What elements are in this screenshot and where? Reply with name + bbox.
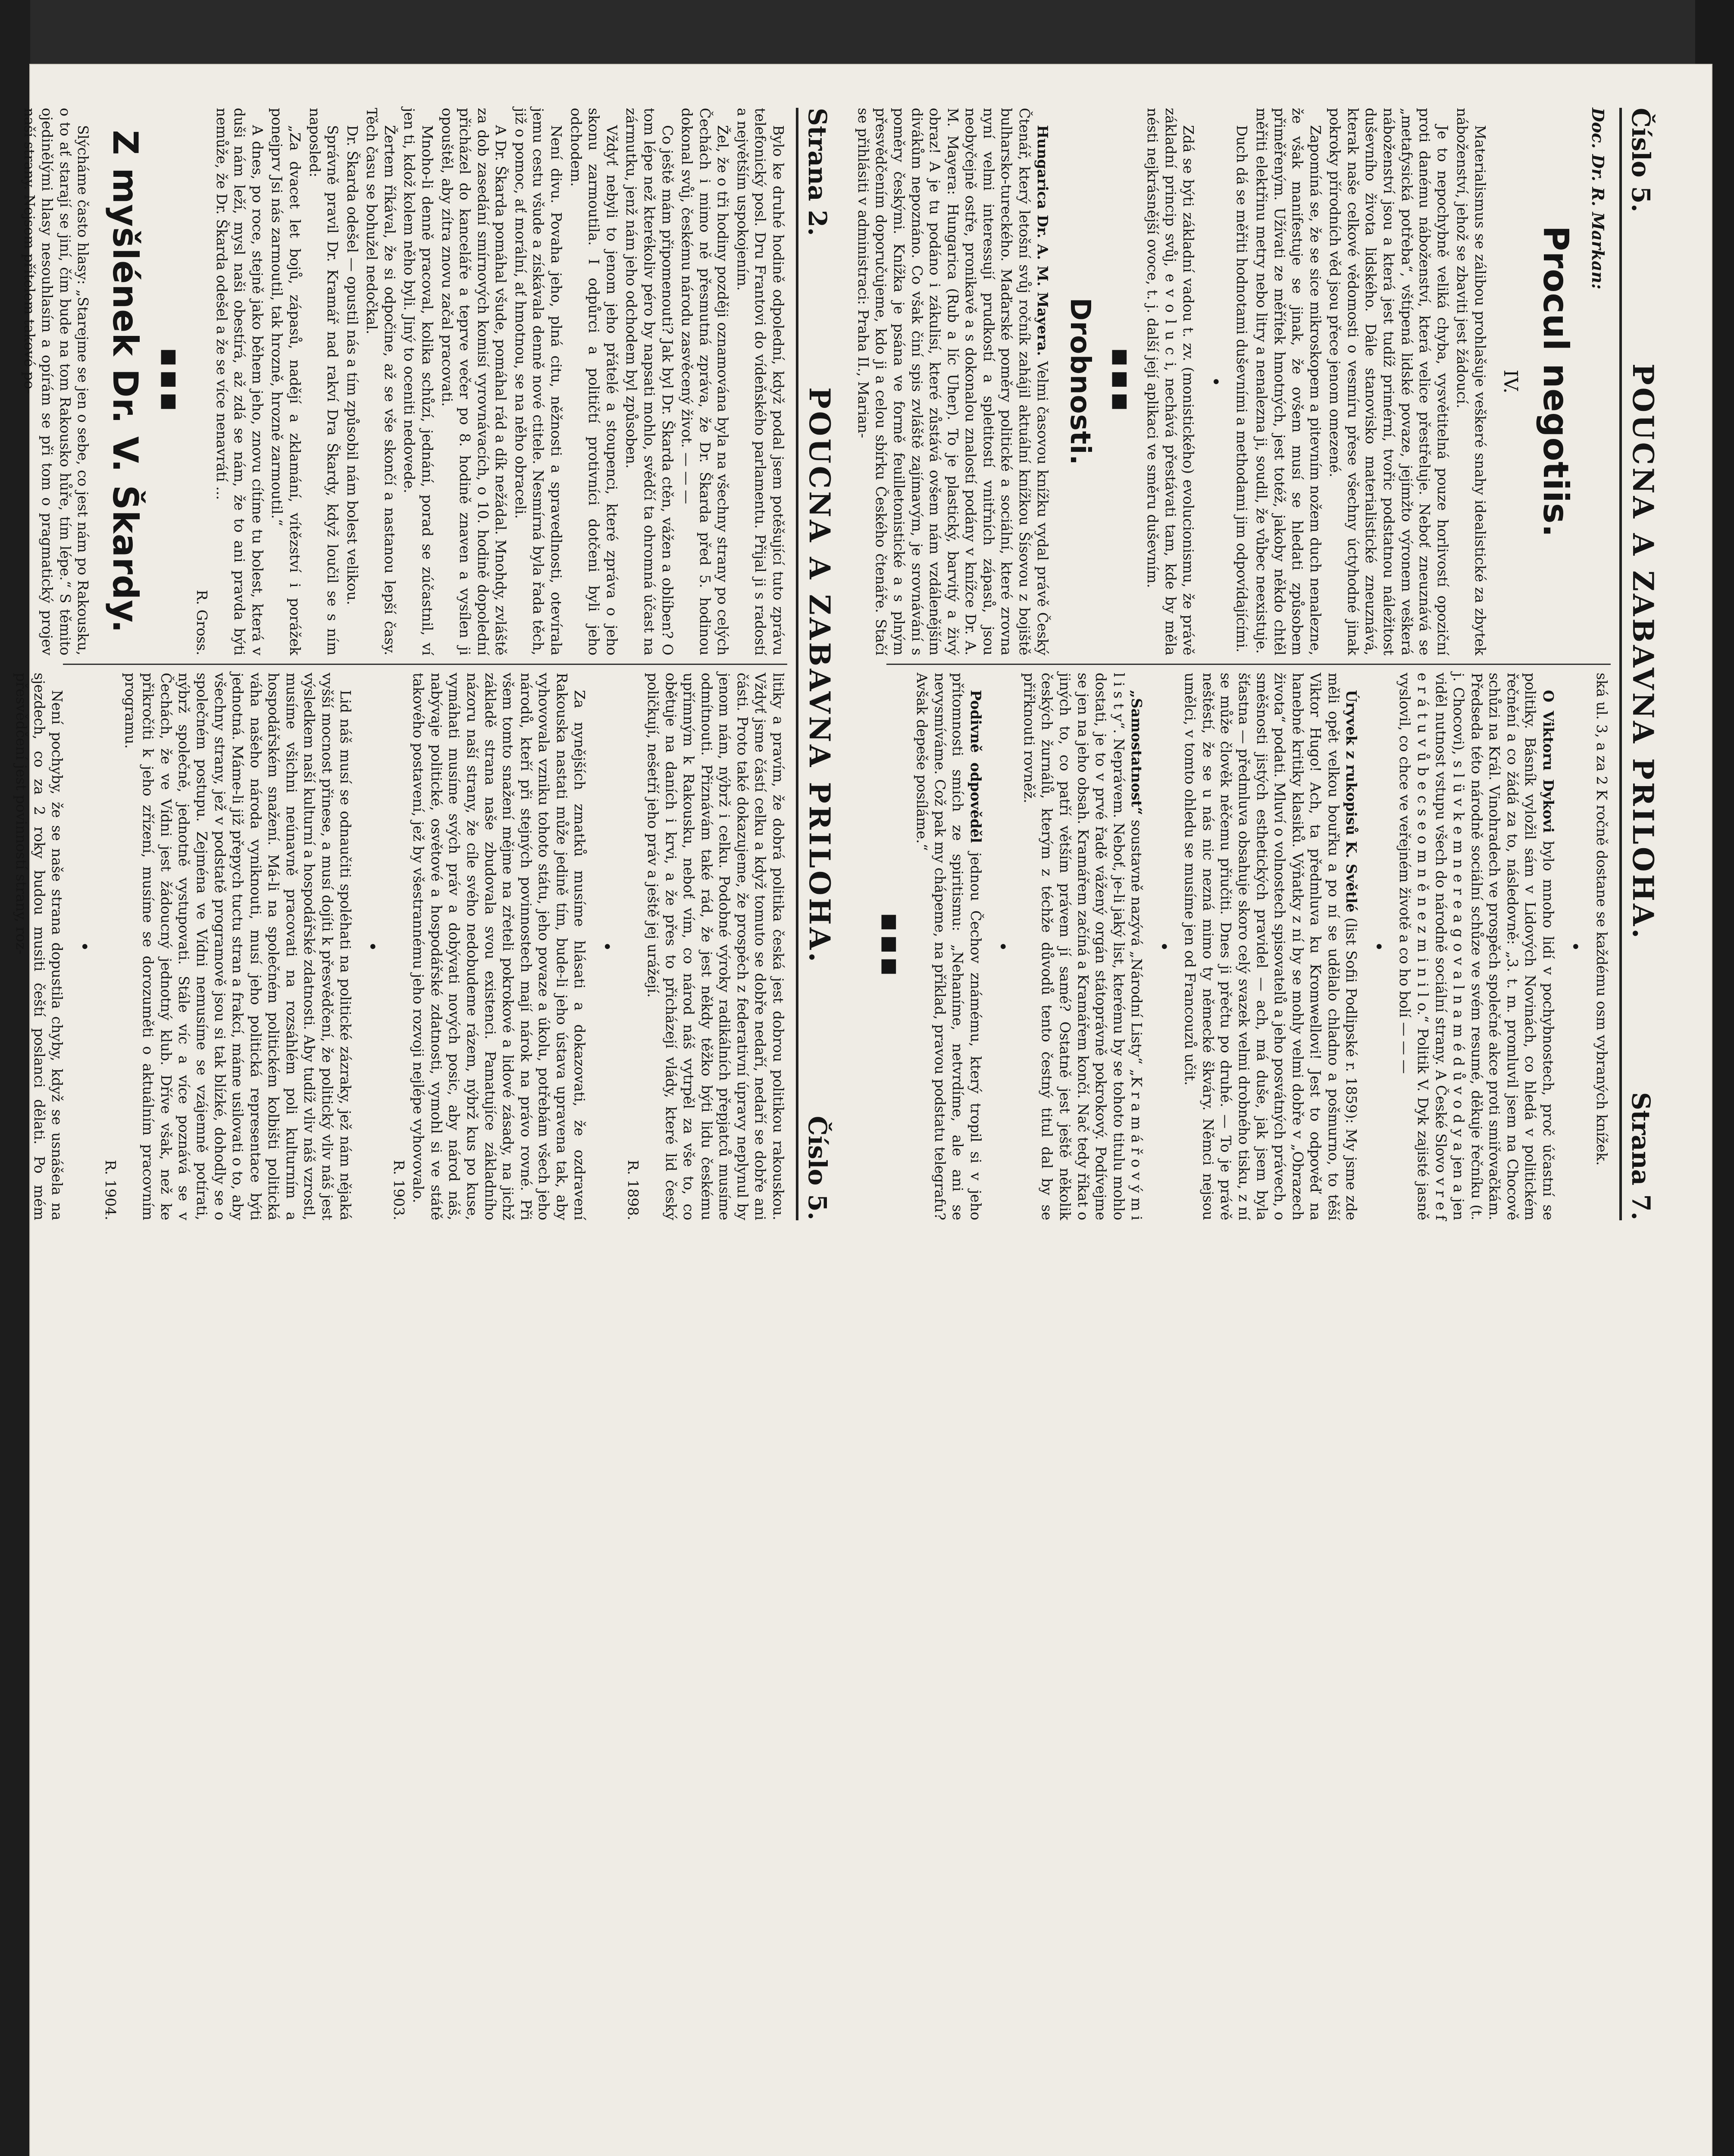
news-item-lead: O Viktoru Dykovi — [1540, 690, 1557, 833]
section-divider-ornament: ■■■ — [1109, 348, 1132, 415]
section-title: Z myšlének Dr. V. Škardy. — [105, 130, 146, 633]
author-signature: R. Gross. — [194, 589, 211, 655]
separator-dot: • — [1205, 376, 1225, 387]
page-strana-7 — [854, 86, 1681, 1242]
news-item-lead: Úryvek z rukopisů K. Světlé — [1343, 690, 1360, 913]
paragraph: A dnes, po roce, stejně jako během jeho, znovu cítíme tu bolest, která v duši nám leží, mysl naši obestírá, až zdá se nám, že to ani pravda býti nemůže, že Dr. Škarda odešel a že se více nenavrátí ... — [213, 108, 266, 655]
column-2 — [879, 673, 1611, 1220]
paragraph: Není pochyby, že se naše strana dopustila chyby, když se usnášela na sjezdech, co za 2 roky budou musiti čeští poslanci dělati. Po mém přesvědčení jest povinností strany, roz- — [13, 673, 66, 1220]
paragraph: A Dr. Škarda pomáhal všude, pomáhal rád a dík nežádal. Mnohdy, zvláště za dob zasedání smírnových komisí vyrovnávacích, o 10. hodině dopolední přicházel do kanceláře a teprve večer po 8. hodině znaven a vysílen ji opouštěl, aby zítra znovu začal pracovati. — [438, 108, 510, 655]
article-title: Procul negotiis. — [1536, 226, 1576, 538]
issue-number: Číslo 5. — [803, 1116, 832, 1220]
paragraph: Duch dá se měřiti hodnotami duševními a methodami jim odpovídajícími. — [1233, 125, 1251, 653]
section-title: Drobnosti. — [1064, 298, 1096, 466]
paragraph: Za nynějších zmatků musíme hlásati a dokazovati, že ozdravení Rakouska nastati může jedině tím, bude-li jeho ústava upravena tak, aby vyhovovala vzniku tohoto státu, jeho povaze a úkolu, potřebám všech jeho národů, kteří při stejných povinnostech mají nárok na právo rovné. Při všem tomto snažení mějme na zřeteli pokrokové a lidové zásady, na jichž základě strana naše zbudovala svou existenci. Pamatujíce základního názoru naší strany, že cíle svého nedobudeme rázem, nýbrž kus po kuse, vymáhati musíme svých práv a dobývati nových posic, aby národ náš, nabývaje politické, osvětové a hospodářské zdatnosti, vymohl si ve státě takového postavení, jež by všestrannému jeho rozvoji nejlépe vyhovovalo. — [410, 673, 588, 1220]
paragraph: Mnoho-li denně pracoval, kolika schůzí, jednání, porad se zúčastnil, ví jen ti, kdož kolem něho byli. Jiný to oceniti nedovede. — [401, 108, 436, 655]
news-item — [1396, 673, 1557, 1220]
paragraph: Zapomíná se, že se sice mikroskopem a pitevním nožem duch nenalezne, že však manifestuje se jinak, že ovšem musí se hledati způsobem přiměřeným. Užívati ze měřítek hmotných, jest totéž, jakoby někdo chtěl měřiti elektřinu metry nebo litry a nenalezna ji, soudil, že vůbec neexistuje. — [1253, 108, 1324, 655]
news-item-text: (list Sofii Podlipské r. 1859): My jsme zde měli opět velkou bouřku a po ní se udělalo chladno a pošmurno, to těší Viktor Hugo! Ach, ta předmluva ku Kromwellovi! Jest to odpověď na hanebné kritiky klasiků. Výňatky z ní by se mohly velmi dobře v „Obrazech života“ podati. Mluví o volnostech spisovatelů a jeho posvátných právech, o směšnosti jistých esthetických pravidel — ach, má duše, jak jsem byla šťastna — předmluva obsahuje skoro celý svazek velmi drobného tisku, z ní se může člověk něčemu přiučiti. Dnes ji přečtu po druhé. — To je právě neštěstí, že se u nás nic nezná mimo ty německé škváry. Němci nejsou umělci, v tomto ohledu se musíme jen od Francouzů učit. — [1182, 673, 1360, 1220]
paragraph: Vždyť nebyli to jenom jeho přátelé a stoupenci, které zpráva o jeho skonu zarmoutila. I odpůrci a političtí protivníci dotčeni byli jeho odchodem. — [567, 108, 620, 655]
quote: „Za dvacet let bojů, zápasů, nadějí a zklamání, vítězství i porážek ponejprv Jsi nás zarmoutil, tak hrozně, hrozně zarmoutil.“ — [269, 108, 304, 655]
news-item-text: soustavně nazývá „Národní Listy“ „K r a m á ř o v ý m i l i s t y“. Neprávem. Neboť, je-li jaký list, kterému by se tohoto titulu mohlo dostati, je to v prvé řadě vážený orgán státoprávně pokrokový. Podívejme se jen na jeho obsah. Kramářem začíná a Kramářem končí. Nač tedy říkat o jiných to, co patří větším právem jí samé? Ostatně jest ještě několik českých žurnálů, kterým z téchže důvodů tento čestný titul dal by se přiřknouti rovněž. — [1020, 673, 1146, 1220]
separator-dot: • — [74, 941, 94, 952]
paragraph: Lid náš musí se odnaučiti spoléhati na politické zázraky, jež nám nějaká vyšší mocnost přinese, a musí dojíti k přesvědčení, že politický vliv náš jest výsledkem naší kulturní a hospodářské zdatnosti. Aby tudíž vliv náš vzrostl, musíme všichni neúnavně pracovati na rozsáhlém poli kulturním a hospodářském snažení. Má-li na společném politickém kolbišti politická váha našeho národa vyniknouti, musí jeho politická representace býti jednotná. Máme-li již přepych tuctu stran a frakcí, máme usilovati o to, aby všechny strany, jež v podstatě programově jsou si tak blízké, dohodly se o společném postupu. Zejména ve Vídni nemusíme se vzájemně potírati, nýbrž společně, jednotně vystupovati. Stále víc a více poznává se v Čechách, že ve Vídni jest žádoucný jednotný klub. Dříve však, než ke přikročíti k jeho zřízení, musíme se dorozuměti o aktuálním pracovním programu. — [122, 673, 354, 1220]
page-header — [1619, 108, 1660, 1220]
issue-number: Číslo 5. — [1626, 108, 1656, 213]
separator-dot: • — [596, 941, 617, 952]
separator-dot: • — [362, 941, 382, 952]
page-header — [796, 108, 836, 1220]
column-1 — [21, 108, 787, 655]
page-number: Strana 7. — [1626, 1092, 1656, 1220]
news-item-lead: Hungarica Dr. A. M. Mayera. — [1034, 125, 1051, 356]
page-number: Strana 2. — [803, 108, 832, 236]
paragraph: Dr. Škarda odešel — opustil nás a tím způsobil nám bolest velikou. — [344, 125, 361, 605]
news-item — [1181, 673, 1361, 1220]
article-author: Doc. Dr. R. Markan: — [1588, 108, 1608, 290]
news-item-lead: Podivně odpověděl — [967, 690, 984, 843]
paragraph: Správně pravil Dr. Kramář nad rakví Dra Škardy, když loučil se s ním naposled: — [306, 108, 341, 655]
paragraph: Bylo ke druhé hodině odpolední, když podal jsem potěšující tuto zprávu telefonický posl. Dru Frantovi do vídeňského parlamentu. Přijal ji s radostí a největším uspokojením. — [734, 108, 787, 655]
year-signature: R. 1898. — [625, 1159, 642, 1220]
supplement-title: POUCNA A ZABAVNA PRILOHA. — [1626, 364, 1660, 941]
paragraph: Co ještě mám připomenouti? Jak byl Dr. Škarda ctěn, vážen a oblíben? O tom lépe než kterékoliv péro by napsati mohlo, svědčí ta ohromná účast na zármutku, jenž nám jeho odchodem byl způsoben. — [623, 108, 676, 655]
paragraph: Žel, že o tři hodiny později oznamována byla na všechny strany po celých Čechách i mimo ně přesmutná zpráva, že Dr. Škarda před 5. hodinou dokonal svůj, českému národu zasvěcený život. — — — — [679, 108, 732, 655]
news-item — [913, 673, 985, 1220]
scan-border-top — [0, 0, 1734, 65]
news-item — [1020, 673, 1146, 1220]
section-divider-ornament: ■■■ — [159, 348, 181, 415]
separator-dot: • — [992, 941, 1013, 952]
paragraph: Materialismus se zálibou prohlašuje veškeré snahy idealistické za zbytek náboženství, jehož se zbaviti jest žádoucí. — [1454, 108, 1489, 655]
news-item-text: bylo mnoho lidí v pochybnostech, proč účastní se politiky. Básník vyložil sám v Lidových Novinách, co hledá v politickém řečnění a co žádá za to, následovně: „3. t. m. promluvil jsem na Chocově schůzi na Král. Vinohradech ve prospěch společné akce proti smiřovačkám. Předseda této národně sociální schůze ve svém resumé, děkuje řečníku (t. j. Chocovi), s l ü v k e m n e r e a g o v a l n a m é d ů v o d y a jen a jen viděl nutnost vstupu všech do národně sociální strany. A České Slovo v r e f e r á t u v ů b e c s e o m n ě n e z m i n i l o.“ Politik V. Dyk zajisté jasně vyslovil, co chce ve veřejném životě a co ho bolí — — — — [1396, 673, 1557, 1220]
year-signature: R. 1904. — [102, 1159, 119, 1220]
separator-dot: • — [1368, 941, 1388, 952]
column-1 — [854, 108, 1611, 655]
article-part-number: IV. — [1499, 370, 1522, 394]
paragraph: litiky a pravím, že dobrá politika česká jest dobrou politikou rakouskou. Vždyť jsme částí celku a když tomuto se dobře nedaří, nedaří se dobře ani části. Proto také dokazujeme, že prospěch z federativní úpravy neplynul by jenom nám, nýbrž i celku. Podobné výroky radikálních přepjatců musíme odmítnouti. Přiznávám také rád, že jest někdy těžko býti lidu českému upřímným k Rakousku, neboť vím, co národ náš vytrpěl za vše to, co obětuje na daních i krvi, a že přes to přicházejí vlády, které lid český poličkují, nešetří jeho práv a ještě jej urážejí. — [644, 673, 787, 1220]
paragraph: Zdá se býti základní vadou t. zv. (monistického) evolucionismu, že právě základní princip svůj, e v o l u c i, nechává přestávati tam, kde by měla nésti nejkrásnější ovoce, t. j. další její aplikaci ve směru duševním. — [1144, 108, 1197, 655]
paragraph: ská ul. 3, a za 2 K ročně dostane se každému osm vybraných knížek. — [1593, 673, 1610, 1166]
separator-dot: • — [1153, 941, 1174, 952]
supplement-title: POUCNA A ZABAVNA PRILOHA. — [803, 387, 836, 965]
paragraph: Slýcháme často hlasy: „Starejme se jen o sebe, co jest nám po Rakousku, o to ať starají se jiní, čím bude na tom Rakousko hůře, tím lépe.“ S těmito ojedinělými hlasy nesouhlasím a opírám se při tom o pragmatický projev naší strany. Nejsem přítelem takové po- — [21, 108, 92, 655]
section-divider-ornament: ■■■ — [879, 913, 901, 980]
paragraph: Žertem říkával, že si odpočine, až se vše skončí a nastanou lepší časy. Těch času se bohužel nedočkal. — [363, 108, 398, 655]
news-item — [854, 108, 1051, 655]
news-item-text: jednou Čechov známému, který tropil si v jeho přítomnosti smích ze spiritismu: „Nehaníme, netvrdíme, ale ani se nevysmíváme. Což pak my chápeme, na příklad, pravou podstatu telegrafu? Avšak depeše posíláme.“ — [914, 673, 984, 1220]
page-strana-2 — [13, 86, 858, 1242]
separator-dot: • — [1565, 941, 1585, 952]
paragraph: Není divu. Povaha jeho, plná citu, něžnosti a spravedlnosti, otevírala jemu cestu všude a získávala denně nové ctitele. Nesmírná byla řada těch, již o pomoc, ať morální, ať hmotnou, se na něho obraceli. — [512, 108, 565, 655]
year-signature: R. 1903. — [390, 1159, 407, 1220]
news-item-lead: „Samostatnost“ — [1128, 690, 1146, 815]
column-2 — [13, 673, 787, 1220]
news-item-text: Velmi časovou knížku vydal právě Český Čtenář, který letošní svůj ročník zahájil aktuální knížkou Šísovou z bojiště bulharsko-tureckého. Maďarské poměry politické a sociální, které zrovna nyní velmi interessují prudkostí a spletitostí vnitřních zápasů, jsou neobyčejně ostře, pronikavě a s dokonalou znalostí podány v knížce Dr. A. M. Mayera: Hungarica (Rub a líc Uher). To je plastický, barvitý a živý obraz! A je tu podáno i zákulisí, které zůstává ovšem nám vzdálenějším divákům nepoznáno. Co však činí spis zvláště zajímavým, je srovnávání s poměry českými. Knížka je psána ve formě feuilletonistické a s plným přesvědčením doporučujeme, kdo ji a celou sbírku Českého čtenáře. Stačí se přihlásiti v administraci: Praha II., Marian- — [854, 108, 1051, 655]
paragraph: Je to nepochybně veliká chyba, vysvětitelná pouze horlivostí opoziční proti danému náboženství, která velice přestřeluje. Neboť zneuznává se „metafysická potřeba“, vštípená lidské povaze, jejímžto výronem veškerá náboženství jsou a která jest tudíž primérní, tvořic podstatnou náležitost duševního života lidského. Dále stanovisko materialistické zneuznává, kterak naše celkové vědomosti o vesmíru přese všechny úctyhodné jinak pokroky přírodních věd jsou přece jenom omezené. — [1327, 108, 1451, 655]
